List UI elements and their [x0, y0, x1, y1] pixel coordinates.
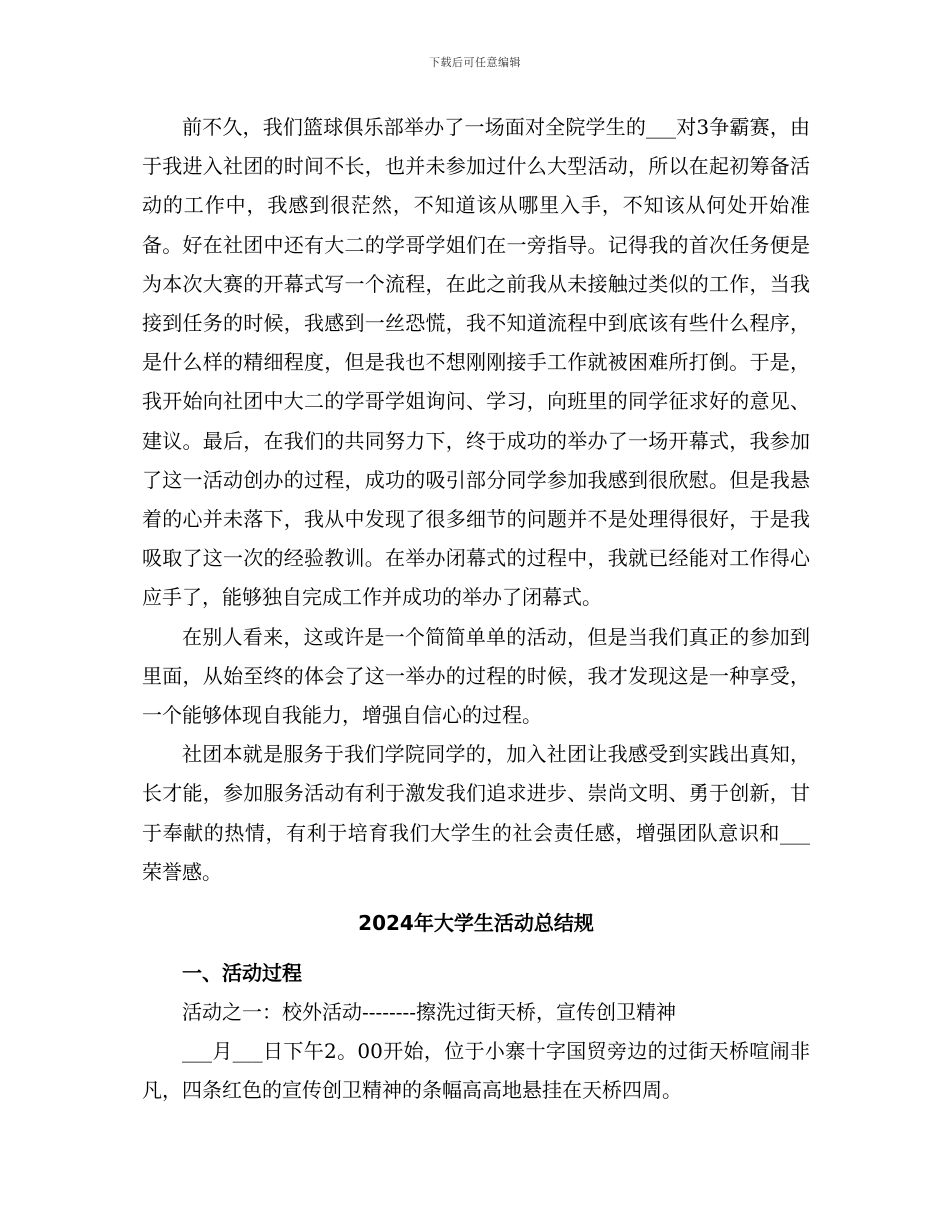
- document-body: [142, 108, 810, 1111]
- body-paragraph-3: 社团本就是服务于我们学院同学的，加入社团让我感受到实践出真知，长才能，参加服务活动有利于激发我们追求进步、崇尚文明、勇于创新，甘于奉献的热情，有利于培育我们大学生的社会责任感，增强团队意识和___荣誉感。: [142, 742, 810, 884]
- section-title: 2024年大学生活动总结规: [358, 911, 594, 936]
- page-header-note: 下载后可任意编辑: [429, 56, 521, 69]
- body-paragraph-1: 前不久，我们篮球俱乐部举办了一场面对全院学生的___对3争霸赛，由于我进入社团的时间不长，也并未参加过什么大型活动，所以在起初筹备活动的工作中，我感到很茫然，不知道该从哪里入手，不知该从何处开始准备。好在社团中还有大二的学哥学姐们在一旁指导。记得我的首次任务便是为本次大赛的开幕式写一个流程，在此之前我从未接触过类似的工作，当我接到任务的时候，我感到一丝恐慌，我不知道流程中到底该有些什么程序，是什么样的精细程度，但是我也不想刚刚接手工作就被困难所打倒。于是，我开始向社团中大二的学哥学姐询问、学习，向班里的同学征求好的意见、建议。最后，在我们的共同努力下，终于成功的举办了一场开幕式，我参加了这一活动创办的过程，成功的吸引部分同学参加我感到很欣慰。但是我悬着的心并未落下，我从中发现了很多细节的问题并不是处理得很好，于是我吸取了这一次的经验教训。在举办闭幕式的过程中，我就已经能对工作得心应手了，能够独自完成工作并成功的举办了闭幕式。: [142, 115, 810, 610]
- section-paragraph-1: 活动之一：校外活动--------擦洗过街天桥，宣传创卫精神: [182, 1000, 677, 1025]
- section-paragraph-2: ___月___日下午2。00开始，位于小寨十字国贸旁边的过街天桥喧闹非凡，四条红色的宣传创卫精神的条幅高高地悬挂在天桥四周。: [142, 1039, 810, 1103]
- body-paragraph-2: 在别人看来，这或许是一个简简单单的活动，但是当我们真正的参加到里面，从始至终的体会了这一举办的过程的时候，我才发现这是一种享受，一个能够体现自我能力，增强自信心的过程。: [142, 624, 810, 728]
- section-subheading: 一、活动过程: [182, 961, 302, 986]
